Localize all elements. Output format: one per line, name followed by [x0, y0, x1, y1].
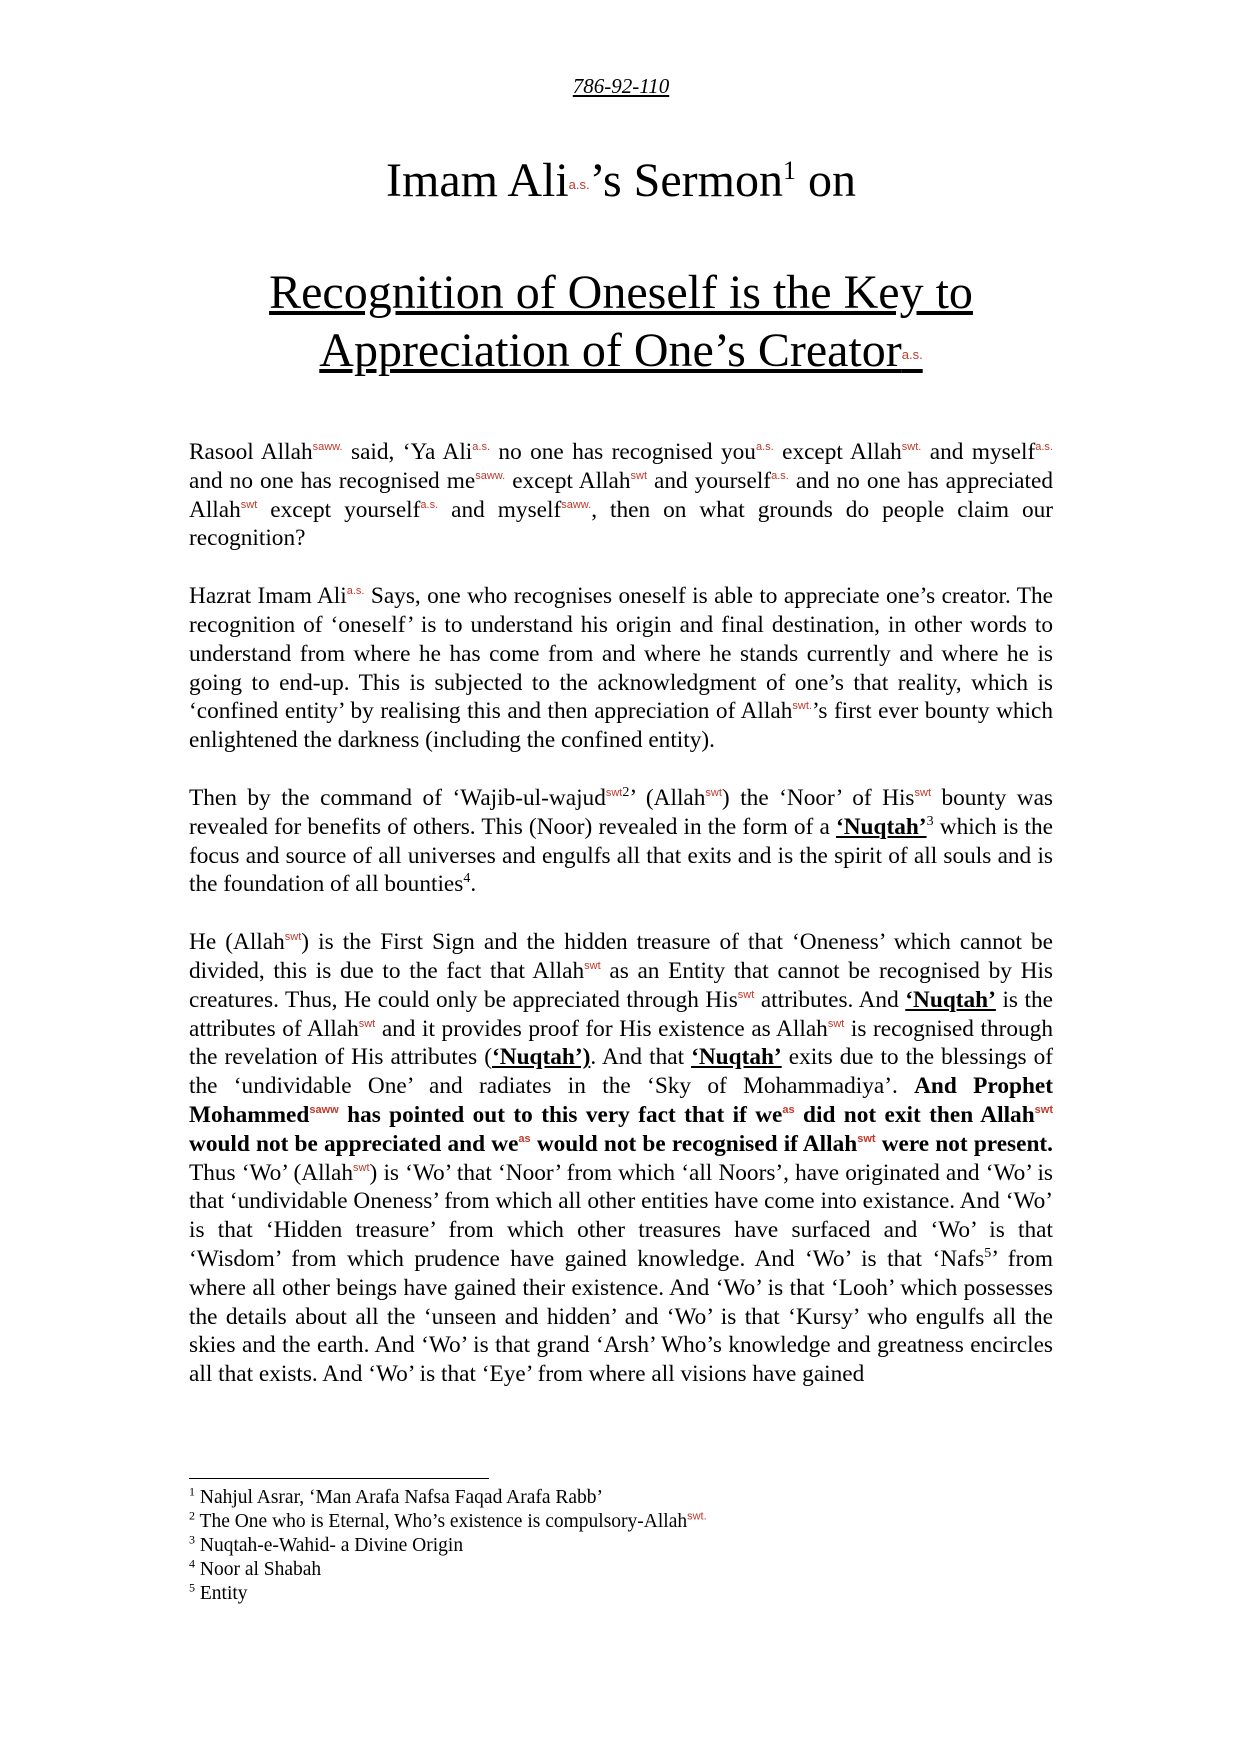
footnote-ref[interactable]: 4 [463, 871, 471, 887]
paragraph-4: He (Allah$^{swt}$) is the First Sign and the hidden treasure of that ‘Oneness’ which cannot be divided, this is due to the fact that Allah$^{swt}$ as an Entity that cannot be recognised by His creatures. Thus, He could only be appreciated through His$^{swt}$ attributes. And ‘Nuqtah’ is the attributes of Allah$^{swt}$ and it provides proof for His existence as Allah$^{swt}$ is recognised through the revelation of His attributes (‘Nuqtah’). And that ‘Nuqtah’ exits due to the blessings of the ‘undividable One’ and radiates in the ‘Sky of Mohammadiya’. And Prophet Mohammed$^{saww}$ has pointed out to this very fact that if $we^{as}$ did not exit then Allah$^{swt}$ would not be appreciated and $we^{as}$ would not be recognised if Allah$^{swt}$ were not present. Thus ‘Wo’ (Allah$^{swt}$) is ‘Wo’ that ‘Noor’ from which ‘all Noors’, have originated and ‘Wo’ is that ‘undividable Oneness’ from which all other entities have come into existance. And ‘Wo’ is that ‘Hidden treasure’ from which other treasures have surfaced and ‘Wo’ is that ‘Wisdom’ from which prudence have gained knowledge. And ‘Wo’ is that ‘Nafs$^5$’ from where all other beings have gained their existence. And ‘Wo’ is that ‘Looh’ which possesses the details about all the ‘unseen and hidden’ and ‘Wo’ is that ‘Kursy’ who engulfs all the skies and the earth. And ‘Wo’ is that grand ‘Arsh’ Who’s knowledge and greatness encircles all that exists. And ‘Wo’ is that ‘Eye’ from where all visions have gained [189, 929, 1054, 1388]
body-text [189, 438, 1053, 1418]
footnote-ref[interactable]: 1 [782, 156, 796, 185]
paragraph-1: Rasool Allah$^{saww.}$ said, ‘Ya Ali$^{a.s.}$ no one has recognised you$^{a.s.}$ except Allah$^{swt.}$ and myself$^{a.s.}$ and no one has recognised $me^{saww.}$ except Allah$^{swt}$ and yourself$^{a.s.}$ and no one has appreciated Allah$^{swt}$ except yourself$^{a.s.}$ and myself$^{saww.}$, then on what grounds do people claim our recognition? [189, 439, 1054, 552]
footnote-ref[interactable]: 2 [622, 785, 630, 801]
title-line-2: Recognition of Oneself is the Key to [269, 266, 973, 319]
nuqtah-term: ‘Nuqtah’) [492, 1044, 591, 1071]
title-line-3: Appreciation of One’s Creatora.s. [319, 324, 923, 377]
nuqtah-term: ‘Nuqtah’ [835, 813, 927, 840]
document-title [189, 264, 1053, 384]
paragraph-2: Hazrat Imam Ali$^{a.s.}$ Says, one who recognises oneself is able to appreciate one’s creator. The recognition of ‘oneself’ is to understand his origin and final destination, in other words to understand from where he has come from and where he stands currently and where he is going to end-up. This is subjected to the acknowledgment of one’s that reality, which is ‘confined entity’ by realising this and then appreciation of Allah$^{swt.}$’s first ever bounty which enlightened the darkness (including the confined entity). [189, 583, 1053, 754]
footnote-5: $^5$ Entity [189, 1580, 248, 1604]
nuqtah-term: ‘Nuqtah’ [691, 1044, 782, 1071]
footnote-ref[interactable]: 5 [984, 1246, 992, 1262]
footnote-3: $^3$ Nuqtah-e-Wahid- a Divine Origin [189, 1532, 464, 1556]
footnote-2: $^2$ The One who is Eternal, Who’s existence is compulsory-Allah$^{swt.}$ [189, 1508, 707, 1532]
footnotes [189, 1486, 1053, 1606]
document-number: 786-92-110 [572, 74, 670, 98]
footnote-4: $^4$ Noor al Shabah [189, 1556, 322, 1580]
footnote-separator [189, 1478, 489, 1479]
footnote-ref[interactable]: 3 [926, 814, 934, 829]
nuqtah-term: ‘Nuqtah’ [905, 986, 996, 1013]
bold-statement: And Prophet Mohammed$^{saww}$ has pointed out to this very fact that if $we^{as}$ did not exit then Allah$^{swt}$ would not be appreciated and $we^{as}$ would not be recognised if Allah$^{swt}$ were not present. [189, 1073, 1053, 1157]
paragraph-3: Then by the command of ‘Wajib-ul-wajud$^{swt2}$’ (Allah$^{swt}$) the ‘Noor’ of His$^{swt}$ bounty was revealed for benefits of others. This (Noor) revealed in the form of a ‘Nuqtah’$^3$ which is the focus and source of all universes and engulfs all that exits and is the spirit of all souls and is the foundation of all bounties$^4$. [189, 784, 1053, 898]
title-line-1: Imam Alia.s.’s Sermon$^1$ on [386, 154, 856, 207]
honorific: a.s. [568, 176, 590, 192]
honorific: a.s. [901, 346, 923, 362]
footnote-1: $^1$ Nahjul Asrar, ‘Man Arafa Nafsa Faqad Arafa Rabb’ [189, 1484, 604, 1508]
